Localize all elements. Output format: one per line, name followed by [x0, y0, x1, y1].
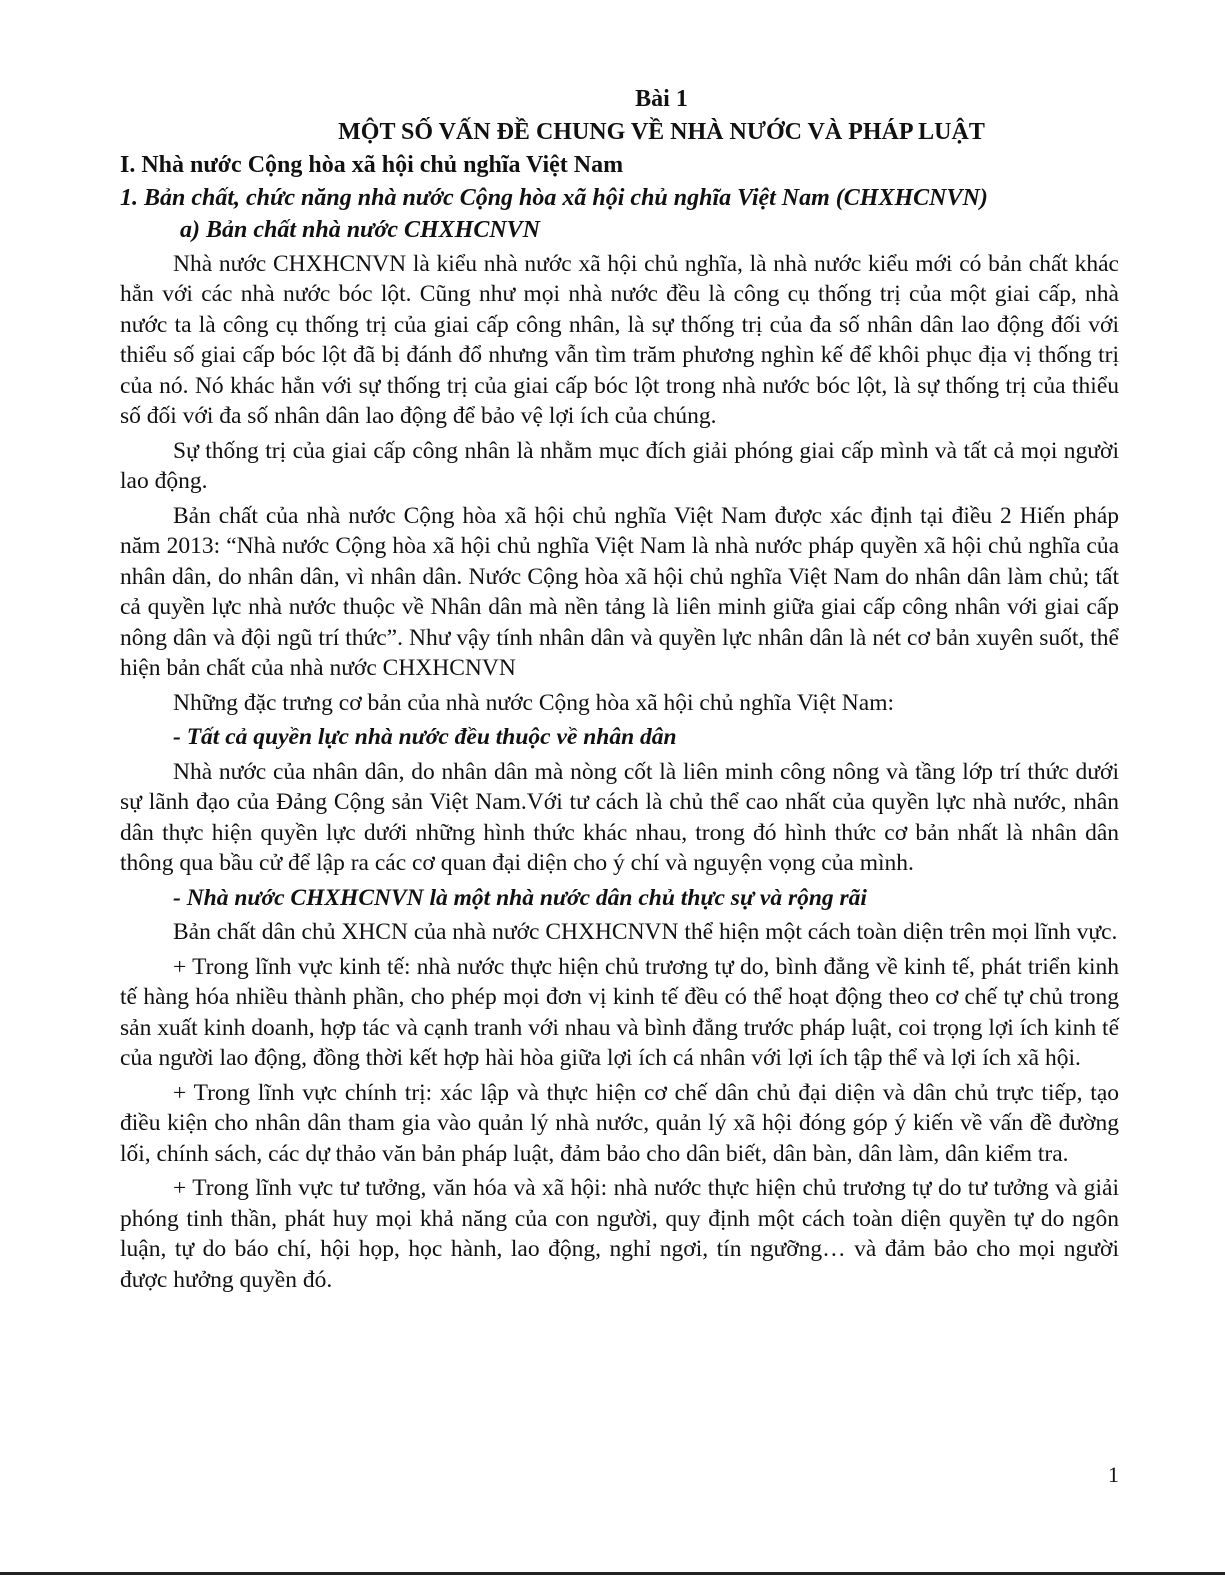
paragraph-8: + Trong lĩnh vực chính trị: xác lập và thực hiện cơ chế dân chủ đại diện và dân chủ trực tiếp, tạo điều kiện cho nhân dân tham gia vào quản lý nhà nước, quản lý xã hội đóng góp ý kiến về vấn đề đường lối, chính sách, các dự thảo văn bản pháp luật, đảm bảo cho dân biết, dân bàn, dân làm, dân kiểm tra.	[120, 1079, 1119, 1167]
paragraph-7: + Trong lĩnh vực kinh tế: nhà nước thực hiện chủ trương tự do, bình đẳng về kinh tế, phát triển kinh tế hàng hóa nhiều thành phần, cho phép mọi đơn vị kinh tế đều có thể hoạt động theo cơ chế tự chủ trong sản xuất kinh doanh, hợp tác và cạnh tranh với nhau và bình đẳng trước pháp luật, coi trọng lợi ích kinh tế của người lao động, đồng thời kết hợp hài hòa giữa lợi ích cá nhân với lợi ích tập thể và lợi ích xã hội.	[120, 953, 1119, 1071]
paragraph-3: Bản chất của nhà nước Cộng hòa xã hội chủ nghĩa Việt Nam được xác định tại điều 2 Hiến pháp năm 2013: “Nhà nước Cộng hòa xã hội chủ nghĩa Việt Nam là nhà nước pháp quyền xã hội chủ nghĩa của nhân dân, do nhân dân, vì nhân dân. Nước Cộng hòa xã hội chủ nghĩa Việt Nam do nhân dân làm chủ; tất cả quyền lực nhà nước thuộc về Nhân dân mà nền tảng là liên minh giữa giai cấp công nhân với giai cấp nông dân và đội ngũ trí thức”. Như vậy tính nhân dân và quyền lực nhân dân là nét cơ bản xuyên suốt, thể hiện bản chất của nhà nước CHXHCNVN	[120, 502, 1119, 681]
paragraph-4: Những đặc trưng cơ bản của nhà nước Cộng hòa xã hội chủ nghĩa Việt Nam:	[173, 689, 894, 716]
feature-heading-1: - Tất cả quyền lực nhà nước đều thuộc về nhân dân	[173, 724, 677, 750]
document-page	[120, 84, 1119, 1299]
bottom-divider	[0, 1572, 1225, 1575]
section-heading: I. Nhà nước Cộng hòa xã hội chủ nghĩa Việt Nam	[120, 152, 624, 178]
item-heading: a) Bản chất nhà nước CHXHCNVN	[180, 217, 540, 243]
feature-heading-2: - Nhà nước CHXHCNVN là một nhà nước dân chủ thực sự và rộng rãi	[173, 884, 867, 911]
paragraph-2: Sự thống trị của giai cấp công nhân là nhằm mục đích giải phóng giai cấp mình và tất cả mọi người lao động.	[120, 437, 1119, 494]
paragraph-1: Nhà nước CHXHCNVN là kiểu nhà nước xã hội chủ nghĩa, là nhà nước kiểu mới có bản chất khác hẳn với các nhà nước bóc lột. Cũng như mọi nhà nước đều là công cụ thống trị của một giai cấp, nhà nước ta là công cụ thống trị của giai cấp công nhân, là sự thống trị của đa số nhân dân lao động đối với thiểu số giai cấp bóc lột đã bị đánh đổ nhưng vẫn tìm trăm phương nghìn kế để khôi phục địa vị thống trị của nó. Nó khác hẳn với sự thống trị của giai cấp bóc lột trong nhà nước bóc lột, là sự thống trị của thiểu số đối với đa số nhân dân lao động để bảo vệ lợi ích của chúng.	[120, 250, 1119, 429]
subsection-heading: 1. Bản chất, chức năng nhà nước Cộng hòa xã hội chủ nghĩa Việt Nam (CHXHCNVN)	[120, 184, 988, 211]
lesson-heading: Bài 1	[635, 86, 688, 112]
paragraph-9: + Trong lĩnh vực tư tưởng, văn hóa và xã hội: nhà nước thực hiện chủ trương tự do tư tưởng và giải phóng tinh thần, phát huy mọi khả năng của con người, quy định một cách toàn diện quyền tự do ngôn luận, tự do báo chí, hội họp, học hành, lao động, nghỉ ngơi, tín ngưỡng… và đảm bảo cho mọi người được hưởng quyền đó.	[120, 1175, 1119, 1293]
document-title: MỘT SỐ VẤN ĐỀ CHUNG VỀ NHÀ NƯỚC VÀ PHÁP LUẬT	[338, 118, 985, 145]
paragraph-6: Bản chất dân chủ XHCN của nhà nước CHXHCNVN thể hiện một cách toàn diện trên mọi lĩnh vực.	[173, 919, 1118, 945]
paragraph-5: Nhà nước của nhân dân, do nhân dân mà nòng cốt là liên minh công nông và tầng lớp trí thức dưới sự lãnh đạo của Đảng Cộng sản Việt Nam.Với tư cách là chủ thể cao nhất của quyền lực nhà nước, nhân dân thực hiện quyền lực dưới những hình thức khác nhau, trong đó hình thức cơ bản nhất là nhân dân thông qua bầu cử để lập ra các cơ quan đại diện cho ý chí và nguyện vọng của mình.	[120, 758, 1119, 876]
page-number: 1	[1108, 1462, 1119, 1487]
